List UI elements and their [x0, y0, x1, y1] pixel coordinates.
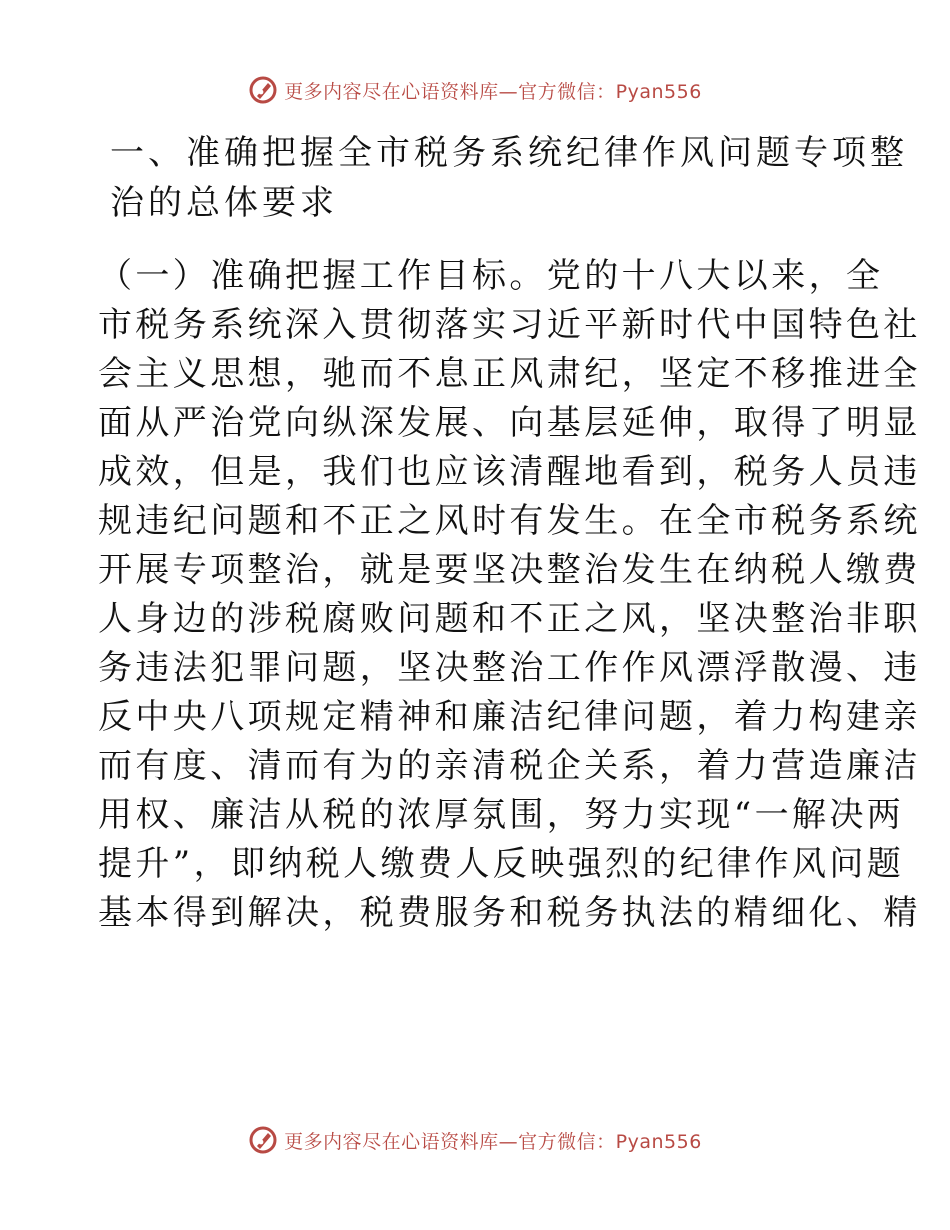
paragraph-line: 开展专项整治，就是要坚决整治发生在纳税人缴费 — [98, 550, 921, 590]
paragraph-line: 基本得到解决，税费服务和税务执法的精细化、精 — [98, 893, 921, 933]
paragraph-line: 反中央八项规定精神和廉洁纪律问题，着力构建亲 — [98, 697, 921, 737]
pen-circle-logo-icon — [248, 1125, 278, 1155]
paragraph-line: 规违纪问题和不正之风时有发生。在全市税务系统 — [98, 501, 921, 541]
header-banner — [0, 70, 950, 110]
paragraph-line: 而有度、清而有为的亲清税企关系，着力营造廉洁 — [98, 746, 921, 786]
heading-line: 一、准确把握全市税务系统纪律作风问题专项整 — [110, 133, 908, 173]
paragraph-line: 成效，但是，我们也应该清醒地看到，税务人员违 — [98, 452, 921, 492]
header-banner-text: 更多内容尽在心语资料库—官方微信：Pyan556 — [284, 80, 702, 103]
heading-line: 治的总体要求 — [110, 183, 338, 223]
paragraph-line: 务违法犯罪问题，坚决整治工作作风漂浮散漫、违 — [98, 648, 921, 688]
paragraph-line: （一）准确把握工作目标。党的十八大以来，全 — [98, 256, 884, 296]
document-body — [98, 118, 921, 938]
paragraph-line: 会主义思想，驰而不息正风肃纪，坚定不移推进全 — [98, 354, 921, 394]
paragraph-line: 提升”，即纳税人缴费人反映强烈的纪律作风问题 — [98, 844, 905, 884]
footer-banner-text: 更多内容尽在心语资料库—官方微信：Pyan556 — [284, 1130, 702, 1153]
section-heading — [110, 128, 908, 228]
paragraph-line: 市税务系统深入贯彻落实习近平新时代中国特色社 — [98, 305, 921, 345]
footer-banner — [0, 1120, 950, 1160]
paragraph-line: 面从严治党向纵深发展、向基层延伸，取得了明显 — [98, 403, 921, 443]
paragraph-line: 用权、廉洁从税的浓厚氛围，努力实现“一解决两 — [98, 795, 905, 835]
paragraph-line: 人身边的涉税腐败问题和不正之风，坚决整治非职 — [98, 599, 921, 639]
pen-circle-logo-icon — [248, 75, 278, 105]
body-paragraph — [98, 252, 921, 938]
